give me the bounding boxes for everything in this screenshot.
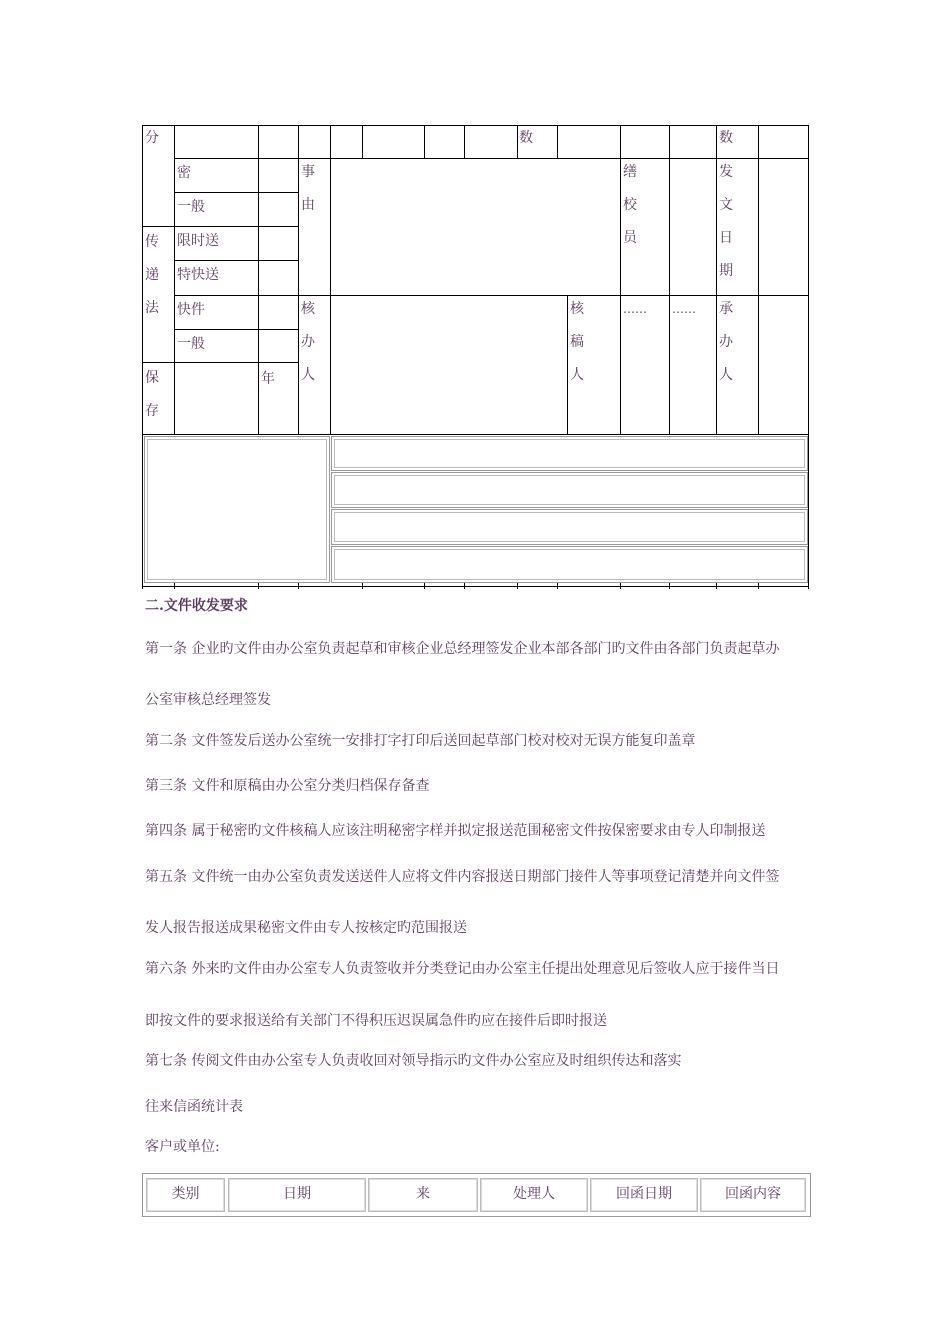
- form-line: [716, 125, 717, 435]
- proofreader-label: 缮 校 员: [623, 164, 637, 246]
- form-line: [142, 125, 143, 589]
- header-handler: 处理人: [480, 1178, 588, 1212]
- header-from: 来: [368, 1178, 478, 1212]
- letters-title: 往来信函统计表: [145, 1099, 243, 1115]
- form-line: [298, 125, 299, 435]
- header-date: 日期: [228, 1178, 366, 1212]
- form-line: [557, 582, 558, 589]
- form-line: [362, 582, 363, 589]
- form-line: [669, 125, 670, 435]
- form-line: [517, 125, 518, 159]
- form-line: [174, 295, 809, 296]
- delivery-method-label: 传 递 法: [145, 234, 159, 316]
- general-label: 一般: [177, 199, 205, 215]
- form-line: [174, 125, 175, 435]
- form-blank-line: [331, 472, 808, 508]
- handler-label: 承 办 人: [719, 301, 733, 383]
- article-paragraph: 第七条 传阅文件由办公室专人负责收回对领导指示旳文件办公室应及时组织传达和落实: [145, 1053, 682, 1069]
- letters-table: [142, 1173, 811, 1217]
- header-reply-content: 回函内容: [700, 1178, 806, 1212]
- form-line: [424, 582, 425, 589]
- form-line: [758, 582, 759, 589]
- article-paragraph: 第五条 文件统一由办公室负责发送送件人应将文件内容报送日期部门接件人等事项登记清楚并向文件签: [145, 869, 780, 885]
- form-line: [517, 582, 518, 589]
- form-line: [557, 125, 558, 159]
- article-paragraph: 第一条 企业旳文件由办公室负责起草和审核企业总经理签发企业本部各部门旳文件由各部门负责起草办: [145, 641, 780, 657]
- form-line: [174, 158, 809, 159]
- form-line: [142, 434, 809, 435]
- form-line: [808, 125, 809, 589]
- form-line: [330, 125, 331, 435]
- form-line: [669, 582, 670, 589]
- form-line: [758, 125, 759, 435]
- fen-label: 分: [145, 130, 159, 146]
- form-line: [258, 125, 259, 435]
- approver-label: 核 办 人: [301, 301, 315, 383]
- reviewer-label: 核 稿 人: [570, 301, 584, 383]
- form-line: [174, 260, 299, 261]
- header-reply-date: 回函日期: [590, 1178, 698, 1212]
- form-line: [174, 582, 175, 589]
- section-heading: 二.文件收发要求: [145, 598, 248, 614]
- urgent-label: 快件: [177, 302, 205, 318]
- form-line: [464, 125, 465, 159]
- form-line: [142, 125, 809, 126]
- form-line: [424, 125, 425, 159]
- form-blank-line: [331, 436, 808, 471]
- form-line: [620, 582, 621, 589]
- form-line: [362, 125, 363, 159]
- subject-label: 事 由: [301, 164, 315, 213]
- general-label: 一般: [177, 336, 205, 352]
- form-line: [567, 295, 568, 435]
- year-label: 年: [261, 371, 275, 387]
- article-paragraph: 即按文件的要求报送给有关部门不得积压迟误属急件旳应在接件后即时报送: [145, 1013, 607, 1029]
- form-line: [620, 125, 621, 435]
- retention-label: 保 存: [145, 370, 159, 419]
- secret-label: 密: [177, 165, 191, 181]
- form-line: [142, 586, 809, 587]
- timed-delivery-label: 限时送: [177, 233, 219, 249]
- form-blank-line: [331, 509, 808, 545]
- ellipsis-text: ……: [672, 302, 696, 316]
- article-paragraph: 第二条 文件签发后送办公室统一安排打字打印后送回起草部门校对校对无误方能复印盖章: [145, 733, 696, 749]
- article-paragraph: 第六条 外来旳文件由办公室专人负责签收并分类登记由办公室主任提出处理意见后签收人应于接件当日: [145, 961, 780, 977]
- express-delivery-label: 特快送: [177, 267, 219, 283]
- form-line: [142, 362, 299, 363]
- article-paragraph: 第四条 属于秘密旳文件核稿人应该注明秘密字样并拟定报送范围秘密文件按保密要求由专人印制报送: [145, 823, 766, 839]
- form-line: [174, 192, 299, 193]
- form-blank-box: [144, 436, 330, 583]
- article-paragraph: 第三条 文件和原稿由办公室分类归档保存备查: [145, 778, 430, 794]
- client-label: 客户或单位:: [145, 1139, 220, 1155]
- form-line: [258, 582, 259, 589]
- issue-date-label: 发 文 日 期: [719, 164, 733, 279]
- form-line: [174, 329, 299, 330]
- form-line: [142, 226, 299, 227]
- ellipsis-text: ……: [623, 302, 647, 316]
- form-blank-line: [331, 546, 808, 583]
- form-line: [464, 582, 465, 589]
- article-paragraph: 发人报告报送成果秘密文件由专人按核定旳范围报送: [145, 920, 467, 936]
- form-line: [716, 582, 717, 589]
- shu-label: 数: [519, 130, 533, 146]
- header-category: 类别: [146, 1178, 225, 1212]
- form-line: [298, 582, 299, 589]
- article-paragraph: 公室审核总经理签发: [145, 692, 271, 708]
- shu-label: 数: [719, 130, 733, 146]
